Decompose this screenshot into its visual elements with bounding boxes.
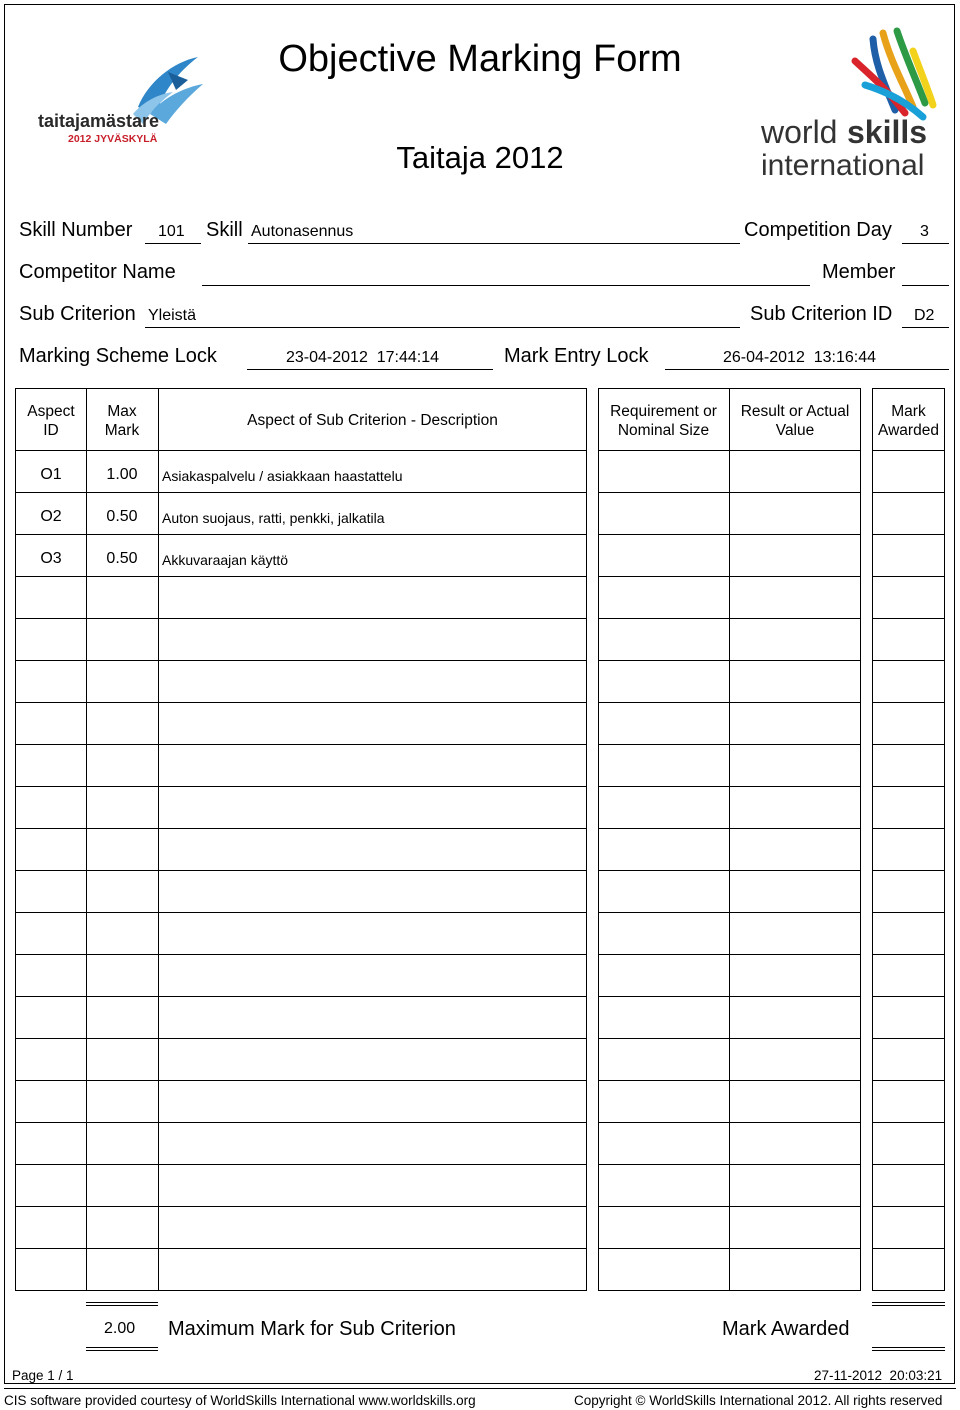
row-separator (872, 786, 945, 787)
mark-awarded-label: Mark Awarded (722, 1318, 850, 1340)
max-total-double-line-bottom (86, 1347, 158, 1351)
row-separator (15, 744, 587, 745)
row-separator (598, 1122, 861, 1123)
skill-label: Skill (206, 219, 243, 241)
row-separator (15, 1122, 587, 1123)
row-separator (872, 1206, 945, 1207)
header-aspect-id: Aspect ID (27, 403, 75, 439)
svg-text:taitajamästare: taitajamästare (38, 111, 160, 131)
header-result: Result or Actual Value (740, 403, 850, 439)
row-separator (872, 828, 945, 829)
max-mark-label: Maximum Mark for Sub Criterion (168, 1318, 456, 1340)
row-separator (598, 744, 861, 745)
row-separator (15, 828, 587, 829)
divider-max-desc (158, 388, 159, 1291)
svg-text:international: international (761, 149, 925, 182)
row-separator (15, 912, 587, 913)
row-separator (872, 660, 945, 661)
sub-criterion-id-label: Sub Criterion ID (750, 303, 893, 325)
row-separator (598, 1080, 861, 1081)
sub-criterion-value: Yleistä (148, 307, 197, 324)
row-separator (598, 786, 861, 787)
mark-entry-lock-value: 26-04-2012 13:16:44 (723, 349, 877, 366)
software-credit: CIS software provided courtesy of WorldSkills International www.worldskills.org (4, 1393, 476, 1408)
max-total-double-line-top (86, 1302, 158, 1306)
row-separator (15, 996, 587, 997)
competitor-name-label: Competitor Name (19, 261, 176, 283)
row-separator (15, 1164, 587, 1165)
row-3-max-mark: 0.50 (106, 550, 138, 567)
max-total-value: 2.00 (104, 1320, 136, 1337)
row-separator (598, 450, 861, 451)
skill-line (248, 243, 740, 244)
row-separator (598, 660, 861, 661)
row-1-max-mark: 1.00 (106, 466, 138, 483)
row-2-aspect-id: O2 (40, 508, 62, 525)
row-separator (872, 1122, 945, 1123)
member-line (902, 285, 949, 286)
row-separator (598, 1164, 861, 1165)
competition-day-line (902, 243, 949, 244)
awarded-total-double-line-top (872, 1302, 945, 1306)
row-separator (872, 576, 945, 577)
header-mark-awarded: Mark Awarded (878, 403, 939, 439)
sub-criterion-id-line (902, 327, 949, 328)
row-2-max-mark: 0.50 (106, 508, 138, 525)
row-separator (15, 786, 587, 787)
svg-text:world: world (761, 114, 838, 150)
row-separator (15, 450, 587, 451)
row-separator (15, 618, 587, 619)
event-subtitle: Taitaja 2012 (396, 140, 564, 175)
print-timestamp: 27-11-2012 20:03:21 (814, 1368, 943, 1383)
row-separator (872, 534, 945, 535)
row-3-description: Akkuvaraajan käyttö (162, 552, 289, 568)
marking-scheme-lock-label: Marking Scheme Lock (19, 345, 217, 367)
row-separator (598, 954, 861, 955)
sub-criterion-id-value: D2 (914, 307, 935, 324)
header-max-mark: Max Mark (104, 403, 140, 439)
member-label: Member (822, 261, 896, 283)
competition-day-label: Competition Day (744, 219, 892, 241)
mark-entry-lock-label: Mark Entry Lock (504, 345, 649, 367)
header-requirement: Requirement or Nominal Size (610, 403, 717, 439)
copyright-notice: Copyright © WorldSkills International 2012. All rights reserved (574, 1393, 943, 1408)
row-separator (872, 450, 945, 451)
mark-entry-lock-line (665, 369, 949, 370)
mark-awarded-box (872, 388, 945, 1291)
row-separator (598, 576, 861, 577)
row-separator (15, 1206, 587, 1207)
row-separator (15, 1248, 587, 1249)
row-separator (872, 1080, 945, 1081)
row-separator (872, 1038, 945, 1039)
row-separator (598, 828, 861, 829)
row-separator (872, 702, 945, 703)
row-separator (15, 576, 587, 577)
row-separator (598, 912, 861, 913)
row-separator (598, 1206, 861, 1207)
row-separator (15, 1038, 587, 1039)
marking-scheme-lock-value: 23-04-2012 17:44:14 (286, 349, 440, 366)
row-2-description: Auton suojaus, ratti, penkki, jalkatila (162, 510, 385, 526)
row-separator (598, 702, 861, 703)
row-separator (15, 870, 587, 871)
row-separator (598, 492, 861, 493)
row-separator (15, 534, 587, 535)
row-separator (598, 996, 861, 997)
awarded-total-double-line-bottom (872, 1347, 945, 1351)
row-separator (598, 618, 861, 619)
row-separator (15, 1080, 587, 1081)
skill-number-label: Skill Number (19, 219, 133, 241)
svg-text:skills: skills (847, 114, 928, 150)
sub-criterion-line (145, 327, 740, 328)
row-separator (872, 870, 945, 871)
divider-req-result (729, 388, 730, 1291)
skill-number-line (145, 243, 201, 244)
row-separator (872, 1164, 945, 1165)
row-separator (872, 996, 945, 997)
row-separator (598, 870, 861, 871)
svg-text:2012 JYVÄSKYLÄ: 2012 JYVÄSKYLÄ (68, 133, 158, 145)
skill-number-value: 101 (158, 223, 185, 240)
header-description: Aspect of Sub Criterion - Description (247, 412, 498, 429)
page-number: Page 1 / 1 (12, 1368, 74, 1383)
row-separator (15, 660, 587, 661)
row-separator (15, 702, 587, 703)
row-1-description: Asiakaspalvelu / asiakkaan haastattelu (162, 468, 403, 484)
sub-criterion-label: Sub Criterion (19, 303, 136, 325)
form-title: Objective Marking Form (278, 38, 682, 80)
row-separator (872, 954, 945, 955)
row-separator (872, 912, 945, 913)
footer-separator (4, 1388, 956, 1389)
competition-day-value: 3 (920, 223, 929, 240)
row-separator (15, 492, 587, 493)
row-3-aspect-id: O3 (40, 550, 62, 567)
marking-scheme-lock-line (247, 369, 493, 370)
row-separator (872, 492, 945, 493)
competitor-name-line (202, 285, 810, 286)
skill-value: Autonasennus (251, 223, 354, 240)
row-separator (598, 534, 861, 535)
row-1-aspect-id: O1 (40, 466, 62, 483)
row-separator (598, 1248, 861, 1249)
row-separator (872, 618, 945, 619)
row-separator (872, 1248, 945, 1249)
row-separator (598, 1038, 861, 1039)
row-separator (15, 954, 587, 955)
row-separator (872, 744, 945, 745)
